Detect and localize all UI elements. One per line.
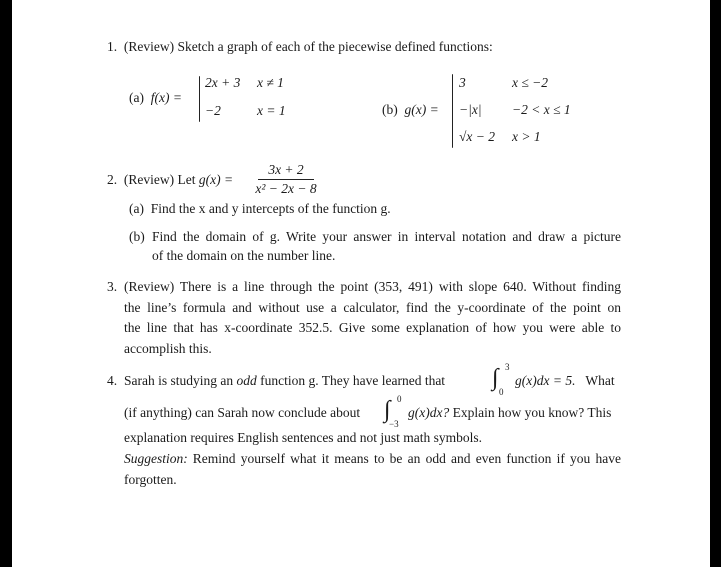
q4-text: function g. They have learned that — [260, 373, 446, 388]
q3-line3: the line that has x-coordinate 352.5. Give some explanation of how you were able to — [124, 320, 621, 335]
q1b-lhs: g(x) = — [404, 102, 439, 117]
q2-denominator: x² − 2x − 8 — [255, 181, 317, 196]
int2-lower-limit: −3 — [389, 419, 399, 429]
q2b-text-line2: of the domain on the number line. — [152, 248, 336, 263]
q2-numerator: 3x + 2 — [268, 162, 304, 177]
q1b-case1-cond: x ≤ −2 — [512, 75, 549, 90]
int2-expr: g(x)dx? — [408, 405, 450, 420]
int1-upper-limit: 3 — [505, 362, 510, 372]
q2a — [129, 201, 391, 217]
q1a-part: (a) — [129, 90, 144, 105]
document-page — [12, 0, 710, 567]
q1-text: (Review) Sketch a graph of each of the piecewise defined functions: — [123, 39, 493, 54]
integral-sign-icon: ∫ — [384, 397, 391, 423]
q1a-case2-expr: −2 — [205, 103, 221, 118]
q1a-case1-cond: x ≠ 1 — [257, 75, 284, 90]
suggestion-text: Remind yourself what it means to be an odd and even function if you have — [192, 451, 621, 466]
q1a-label — [129, 90, 182, 106]
int1-lower-limit: 0 — [499, 387, 504, 397]
q4-line3: explanation requires English sentences and not just math symbols. — [124, 430, 483, 445]
q4-line5: forgotten. — [124, 472, 177, 487]
q4-line2: (if anything) can Sarah now conclude about — [124, 405, 361, 420]
q2b-text-line1: Find the domain of g. Write your answer in interval notation and draw a picture — [152, 229, 621, 244]
q4-text: Explain how you know? This — [452, 405, 612, 420]
q1b-part: (b) — [382, 102, 398, 117]
q1-header — [107, 39, 493, 55]
q2b-label: (b) — [129, 229, 145, 244]
q1a-case1-expr: 2x + 3 — [205, 75, 241, 90]
q4-text: Sarah is studying an — [124, 373, 234, 388]
q1b-case2-expr: −|x| — [459, 102, 482, 117]
int1-body — [515, 373, 615, 389]
q2a-text: Find the x and y intercepts of the function g. — [150, 201, 391, 216]
q3-number: 3. — [107, 279, 118, 294]
q1a-case2-cond: x = 1 — [257, 103, 286, 118]
q1b-case3-expr: √x − 2 — [459, 129, 496, 144]
int2-body — [408, 405, 611, 421]
q3-line4: accomplish this. — [124, 341, 212, 356]
q1a-brace — [199, 76, 200, 122]
int1-expr: g(x)dx = 5. — [515, 373, 576, 388]
q2-header — [107, 172, 233, 188]
q4-text: What — [585, 373, 615, 388]
q1b-brace — [452, 74, 453, 148]
integral-sign-icon: ∫ — [492, 365, 499, 391]
q2a-label: (a) — [129, 201, 144, 216]
fraction-bar — [258, 179, 314, 180]
q1b-label — [382, 102, 439, 118]
q4-odd-emphasis: odd — [236, 373, 257, 388]
q4-line4 — [124, 451, 621, 467]
q4-line1 — [124, 373, 445, 389]
suggestion-label: Suggestion: — [124, 451, 188, 466]
q1b-case2-cond: −2 < x ≤ 1 — [512, 102, 571, 117]
q2-lhs: g(x) = — [198, 172, 234, 187]
q2-text: (Review) Let — [123, 172, 196, 187]
q3-line1: (Review) There is a line through the point (353, 491) with slope 640. Without finding — [124, 279, 621, 294]
q1b-case1-expr: 3 — [459, 75, 466, 90]
q1-number: 1. — [107, 39, 118, 54]
q1a-lhs: f(x) = — [150, 90, 182, 105]
q3-line2: the line’s formula and without use a calculator, find the y-coordinate of the point on — [124, 300, 621, 315]
int2-upper-limit: 0 — [397, 394, 402, 404]
q2-number: 2. — [107, 172, 118, 187]
q4-number: 4. — [107, 373, 118, 388]
q1b-case3-cond: x > 1 — [512, 129, 541, 144]
